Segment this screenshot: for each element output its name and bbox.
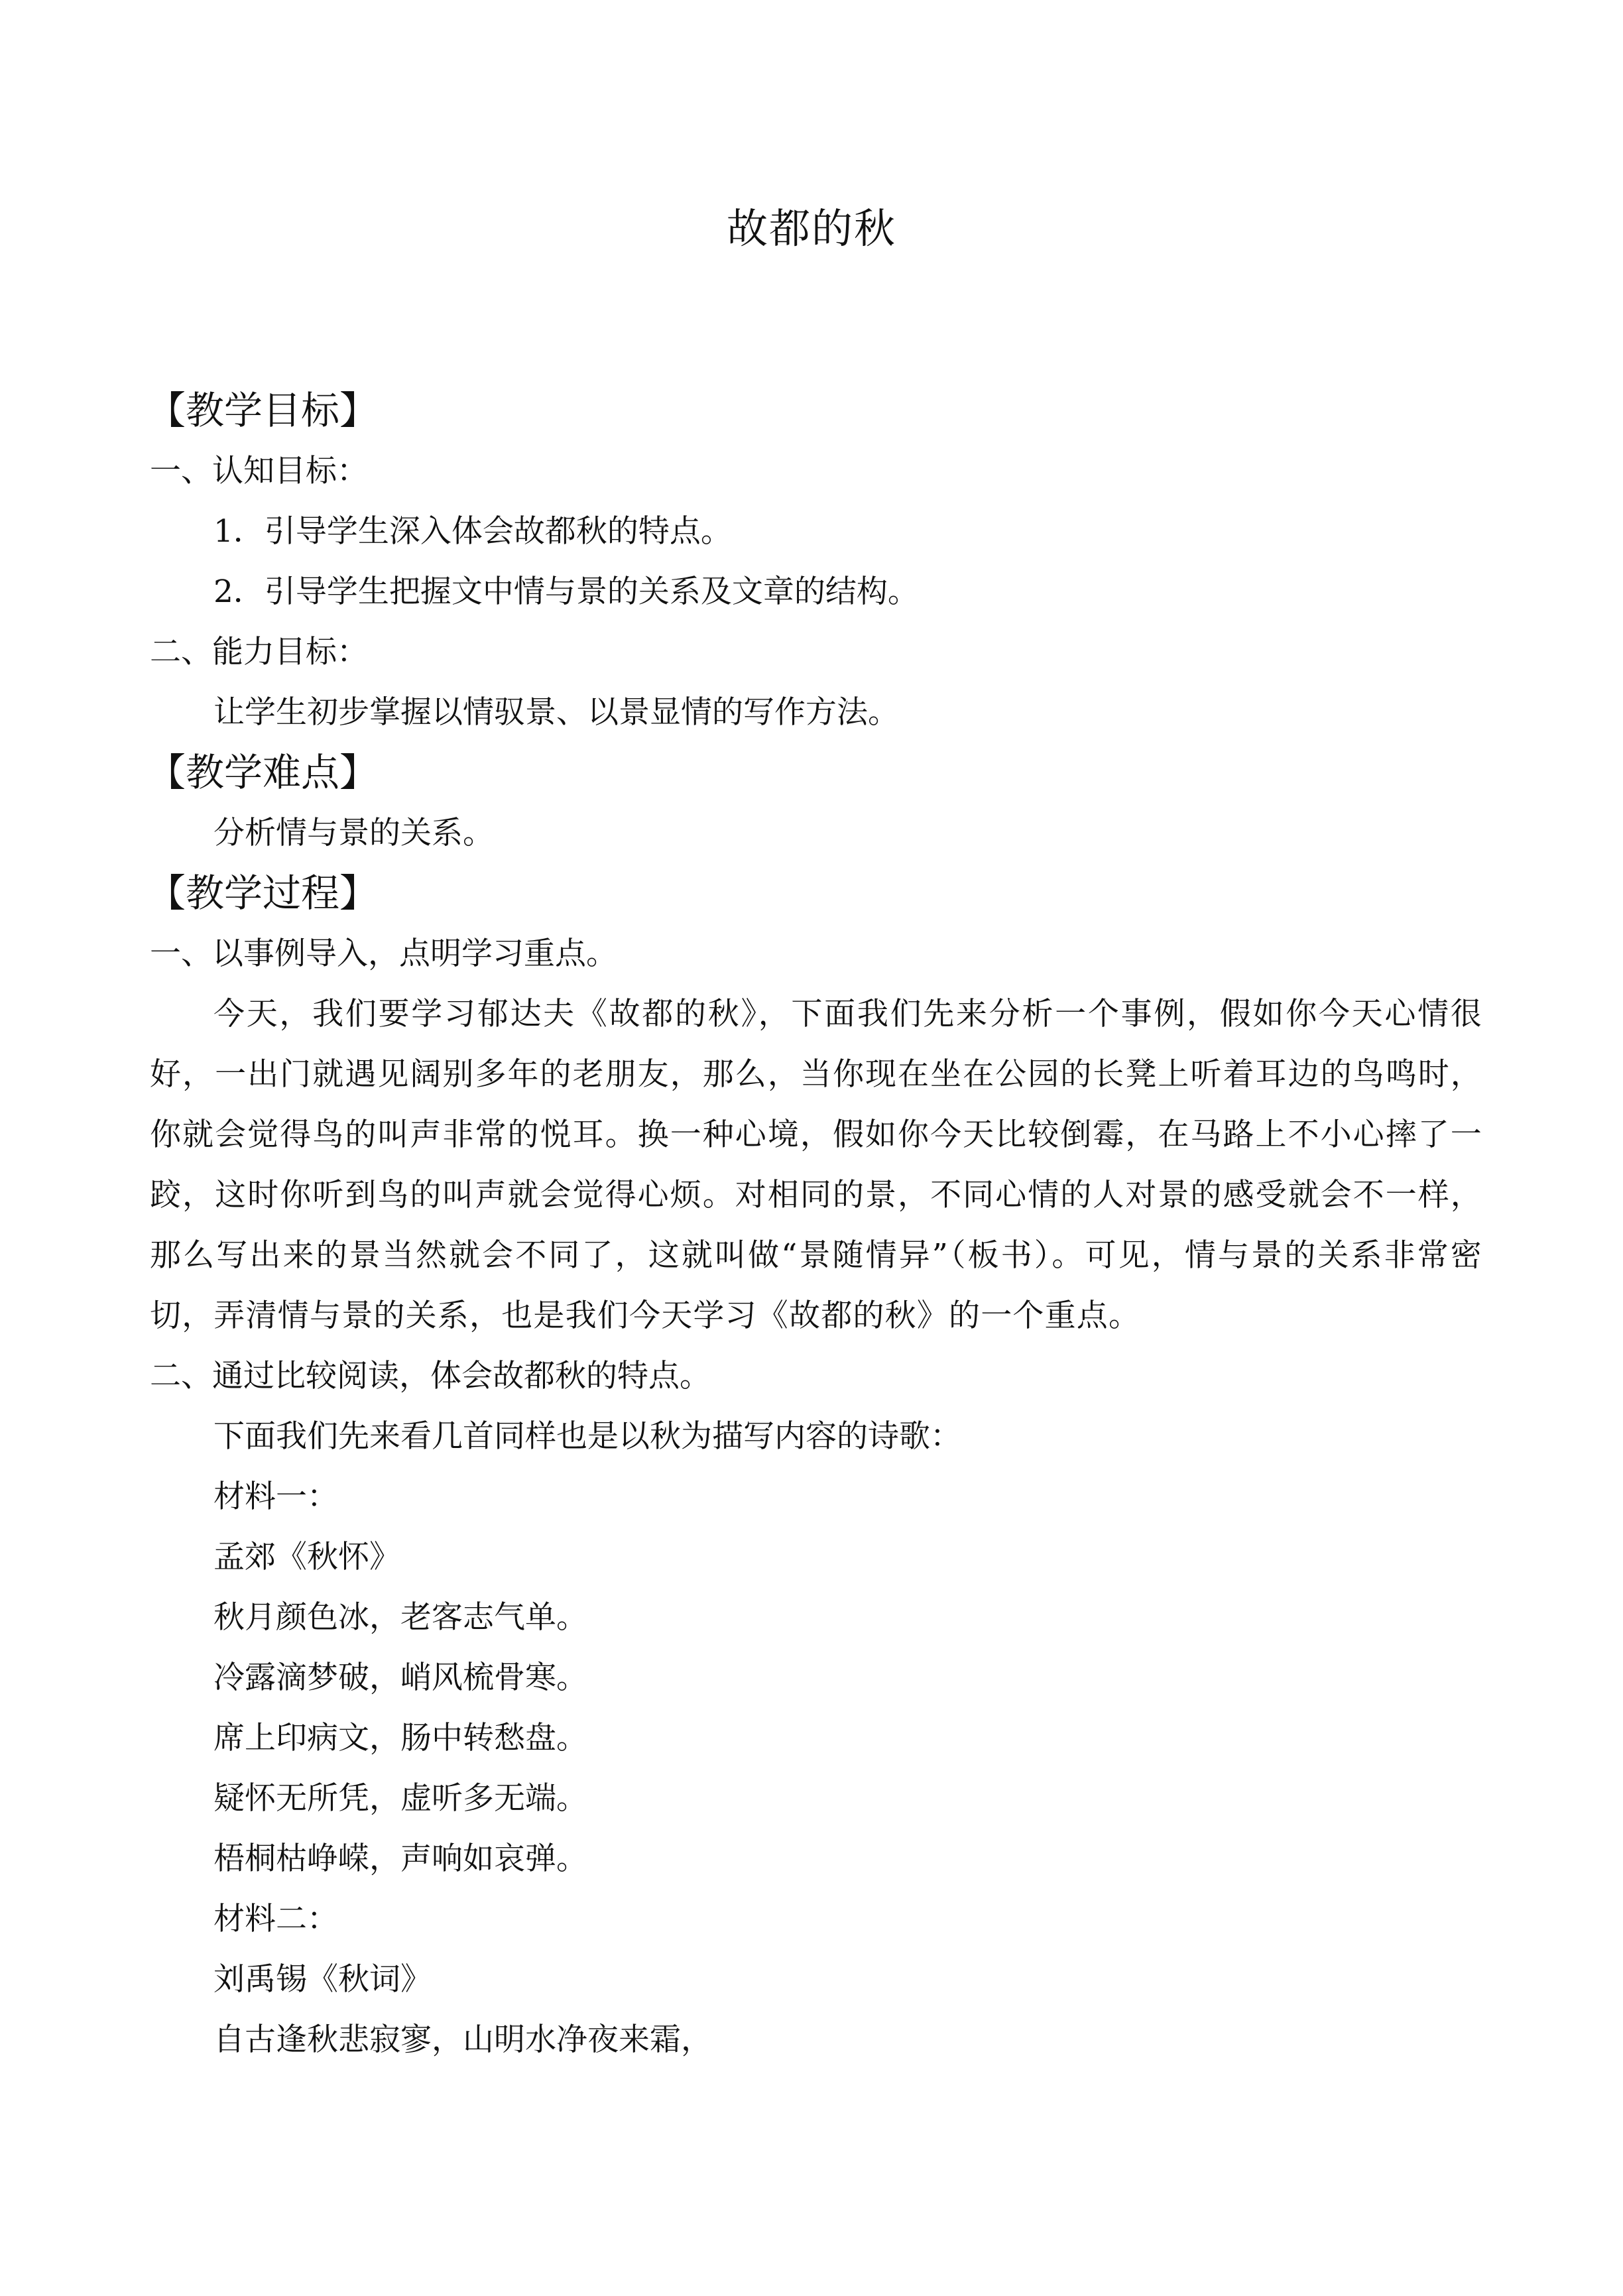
cognitive-goal-item: 1．引导学生深入体会故都秋的特点。 [213, 513, 732, 550]
document-body [147, 381, 1482, 2070]
ability-goal-heading: 二、能力目标： [150, 634, 368, 670]
teaching-process-heading: 【教学过程】 [147, 871, 379, 916]
process-step-one: 一、以事例导入，点明学习重点。 [150, 936, 617, 972]
compare-intro: 下面我们先来看几首同样也是以秋为描写内容的诗歌： [213, 1418, 961, 1455]
teaching-difficulty-text: 分析情与景的关系。 [213, 815, 494, 851]
ability-goal-text: 让学生初步掌握以情驭景、以景显情的写作方法。 [213, 694, 899, 731]
cognitive-goal-item: 2．引导学生把握文中情与景的关系及文章的结构。 [213, 574, 919, 610]
material-one-label: 材料一： [213, 1479, 338, 1515]
poem-line: 疑怀无所凭，虚听多无端。 [213, 1780, 587, 1817]
poem-line: 冷露滴梦破，峭风梳骨寒。 [213, 1660, 587, 1696]
poem-line: 自古逢秋悲寂寥，山明水净夜来霜， [213, 2022, 712, 2058]
teaching-goals-heading: 【教学目标】 [147, 388, 379, 433]
material-two-title: 刘禹锡《秋词》 [213, 1961, 432, 1998]
poem-line: 梧桐枯峥嵘，声响如哀弹。 [213, 1841, 587, 1877]
teaching-difficulty-heading: 【教学难点】 [147, 750, 379, 795]
poem-line: 席上印病文，肠中转愁盘。 [213, 1720, 587, 1756]
material-two-label: 材料二： [213, 1901, 338, 1937]
page-title: 故都的秋 [726, 204, 896, 253]
intro-paragraph: 今天，我们要学习郁达夫《故都的秋》，下面我们先来分析一个事例，假如你今天心情很好，一出门就遇见阔别多年的老朋友，那么，当你现在坐在公园的长凳上听着耳边的鸟鸣时，你就会觉得鸟的叫声非常的悦耳。换一种心境，假如你今天比较倒霉，在马路上不小心摔了一跤，这时你听到鸟的叫声就会觉得心烦。对相同的景，不同心情的人对景的感受就会不一样，那么写出来的景当然就会不同了，这就叫做“景随情异”（板书）。可见，情与景的关系非常密切，弄清情与景的关系，也是我们今天学习《故都的秋》的一个重点。 [150, 996, 1482, 1334]
material-one-title: 孟郊《秋怀》 [213, 1539, 400, 1575]
process-step-two: 二、通过比较阅读，体会故都秋的特点。 [150, 1358, 711, 1394]
poem-line: 秋月颜色冰，老客志气单。 [213, 1599, 587, 1636]
cognitive-goal-heading: 一、认知目标： [150, 453, 368, 489]
